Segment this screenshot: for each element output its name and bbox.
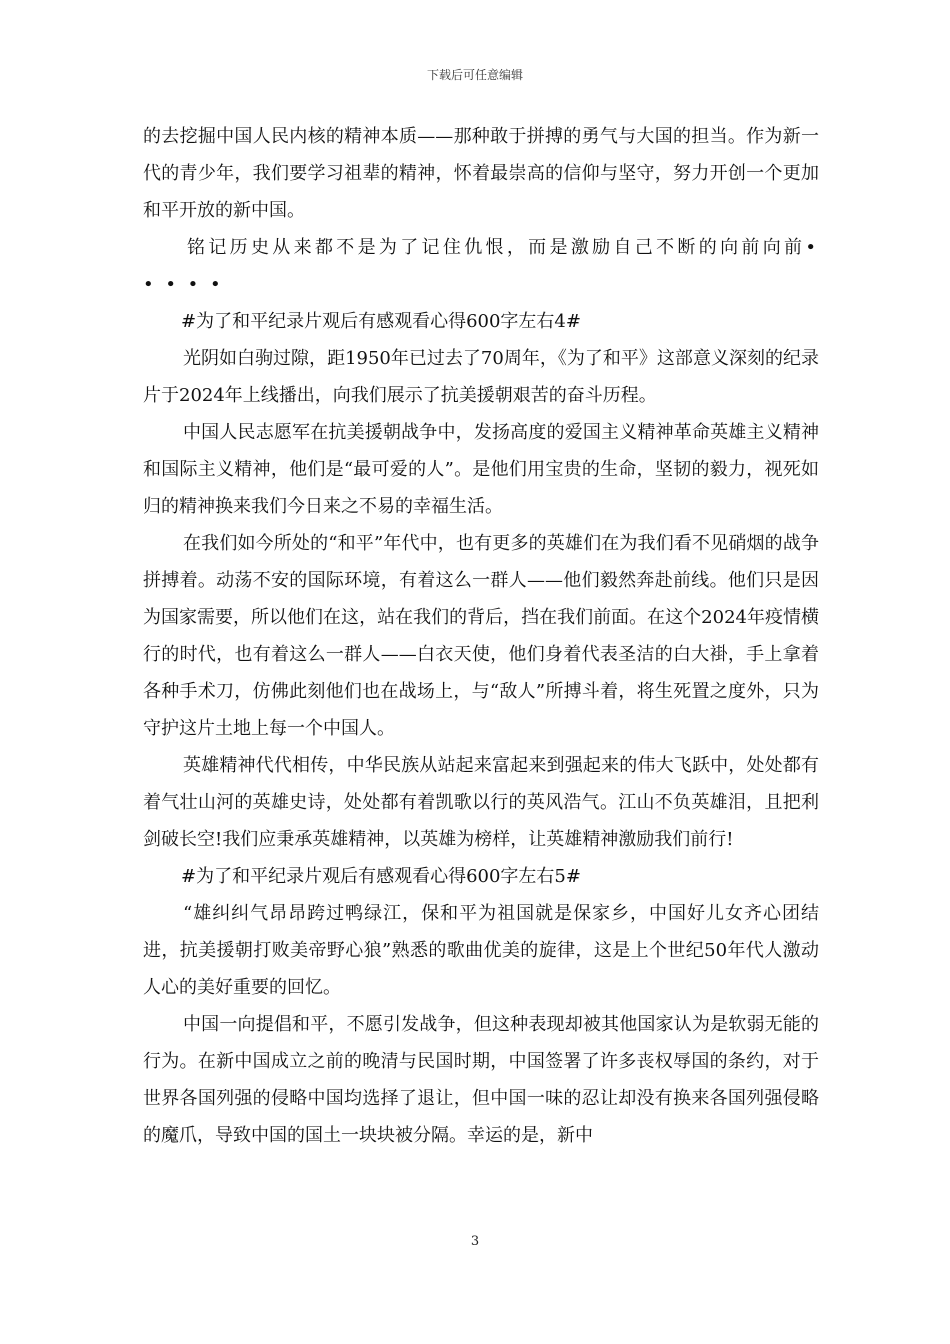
page-header: 下载后可任意编辑 bbox=[426, 68, 523, 82]
document-body bbox=[143, 118, 819, 1154]
paragraph: 光阴如白驹过隙，距1950年已过去了70周年，《为了和平》这部意义深刻的纪录片于2024年上线播出，向我们展示了抗美援朝艰苦的奋斗历程。 bbox=[143, 348, 819, 406]
section-heading-4: #为了和平纪录片观后有感观看心得600字左右4# bbox=[181, 311, 581, 332]
section-heading-5: #为了和平纪录片观后有感观看心得600字左右5# bbox=[181, 866, 581, 887]
paragraph-continued: 的去挖掘中国人民内核的精神本质——那种敢于拼搏的勇气与大国的担当。作为新一代的青少年，我们要学习祖辈的精神，怀着最崇高的信仰与坚守，努力开创一个更加和平开放的新中国。 bbox=[143, 126, 819, 221]
page-number: 3 bbox=[470, 1234, 480, 1249]
paragraph-history: 铭记历史从来都不是为了记住仇恨，而是激励自己不断的向前向前• • • • • bbox=[143, 237, 819, 295]
paragraph: 在我们如今所处的“和平”年代中，也有更多的英雄们在为我们看不见硝烟的战争拼搏着。动荡不安的国际环境，有着这么一群人——他们毅然奔赴前线。他们只是因为国家需要，所以他们在这，站在我们的背后，挡在我们前面。在这个2024年疫情横行的时代，也有着这么一群人——白衣天使，他们身着代表圣洁的白大褂，手上拿着各种手术刀，仿佛此刻他们也在战场上，与“敌人”所搏斗着，将生死置之度外，只为守护这片土地上每一个中国人。 bbox=[143, 533, 819, 739]
paragraph: 中国一向提倡和平，不愿引发战争，但这种表现却被其他国家认为是软弱无能的行为。在新中国成立之前的晚清与民国时期，中国签署了许多丧权辱国的条约，对于世界各国列强的侵略中国均选择了退让，但中国一味的忍让却没有换来各国列强侵略的魔爪，导致中国的国土一块块被分隔。幸运的是，新中 bbox=[143, 1014, 819, 1146]
paragraph: 中国人民志愿军在抗美援朝战争中，发扬高度的爱国主义精神革命英雄主义精神和国际主义精神，他们是“最可爱的人”。是他们用宝贵的生命，坚韧的毅力，视死如归的精神换来我们今日来之不易的幸福生活。 bbox=[143, 422, 819, 517]
paragraph: 英雄精神代代相传，中华民族从站起来富起来到强起来的伟大飞跃中，处处都有着气壮山河的英雄史诗，处处都有着凯歌以行的英风浩气。江山不负英雄泪，且把利剑破长空!我们应秉承英雄精神，以英雄为榜样，让英雄精神激励我们前行! bbox=[143, 755, 819, 850]
paragraph: “雄纠纠气昂昂跨过鸭绿江，保和平为祖国就是保家乡，中国好儿女齐心团结进，抗美援朝打败美帝野心狼”熟悉的歌曲优美的旋律，这是上个世纪50年代人激动人心的美好重要的回忆。 bbox=[143, 903, 819, 998]
